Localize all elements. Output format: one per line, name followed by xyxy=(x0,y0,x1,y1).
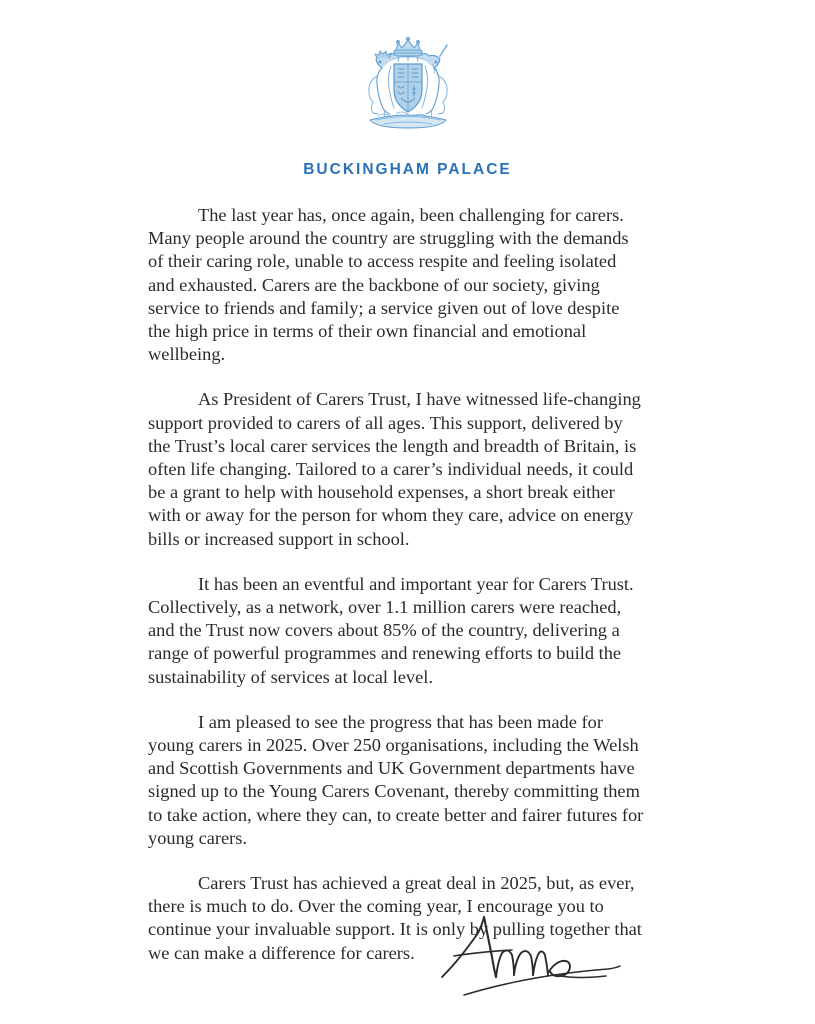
handwritten-signature-icon xyxy=(420,903,670,1003)
letter-paragraph-2: As President of Carers Trust, I have witnessed life-changing support provided to carers of all ages. This support, delivered by the Trust’s local carer services the length and breadth of Britain, is often life changing. Tailored to a carer’s individual needs, it could be a grant to help with household expenses, a short break either with or away for the person for whom they care, advice on energy bills or increased support in school. xyxy=(148,389,641,549)
palace-name: BUCKINGHAM PALACE xyxy=(303,161,512,178)
letter-paragraph-3: It has been an eventful and important year for Carers Trust. Collectively, as a network, over 1.1 million carers were reached, and the Trust now covers about 85% of the country, delivering a range of powerful programmes and renewing efforts to build the sustainability of services at local level. xyxy=(148,573,634,687)
letter-paragraph-5: Carers Trust has achieved a great deal in 2025, but, as ever, there is much to do. Over the coming year, I encourage you to continue your invaluable support. It is only by pulling together that we can make a difference for carers. xyxy=(148,873,642,963)
letter-paragraph-1: The last year has, once again, been challenging for carers. Many people around the country are struggling with the demands of their caring role, unable to access respite and feeling isolated and exhausted. Carers are the backbone of our society, giving service to friends and family; a service given out of love despite the high price in terms of their own financial and emotional wellbeing. xyxy=(148,205,629,365)
royal-coat-of-arms-icon xyxy=(344,34,472,138)
letter-body xyxy=(148,204,644,965)
letter-paragraph-4: I am pleased to see the progress that has been made for young carers in 2025. Over 250 organisations, including the Welsh and Scottish Governments and UK Government departments have signed up to the Young Carers Covenant, thereby committing them to take action, where they can, to create better and fairer futures for young carers. xyxy=(148,711,644,848)
letterhead xyxy=(0,0,815,179)
